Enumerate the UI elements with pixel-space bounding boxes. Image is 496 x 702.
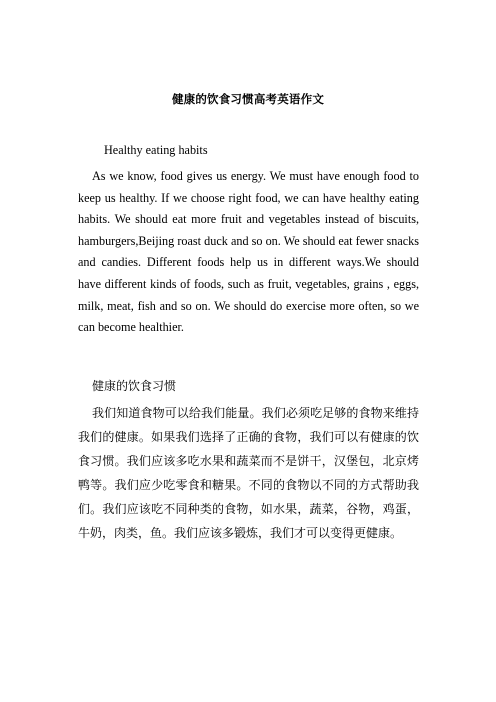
chinese-paragraph: 我们知道食物可以给我们能量。我们必须吃足够的食物来维持我们的健康。如果我们选择了正确的食物，我们可以有健康的饮食习惯。我们应该多吃水果和蔬菜而不是饼干，汉堡包，北京烤鸭等。我们应少吃零食和糖果。不同的食物以不同的方式帮助我们。我们应该吃不同种类的食物，如水果，蔬菜，谷物，鸡蛋，牛奶，肉类，鱼。我们应该多锻炼，我们才可以变得更健康。	[78, 406, 419, 540]
english-subtitle: Healthy eating habits	[104, 143, 208, 157]
document-title: 健康的饮食习惯高考英语作文	[171, 92, 325, 106]
english-paragraph: As we know, food gives us energy. We must have enough food to keep us healthy. If we choose right food, we can have healthy eating habits. We should eat more fruit and vegetables instead of biscuits, hamburgers,Beijing roast duck and so on. We should eat fewer snacks and candies. Different foods help us in different ways.We should have different kinds of foods, such as fruit, vegetables, grains , eggs, milk, meat, fish and so on. We should do exercise more often, so we can become healthier.	[78, 169, 419, 335]
chinese-subtitle: 健康的饮食习惯	[92, 379, 177, 393]
